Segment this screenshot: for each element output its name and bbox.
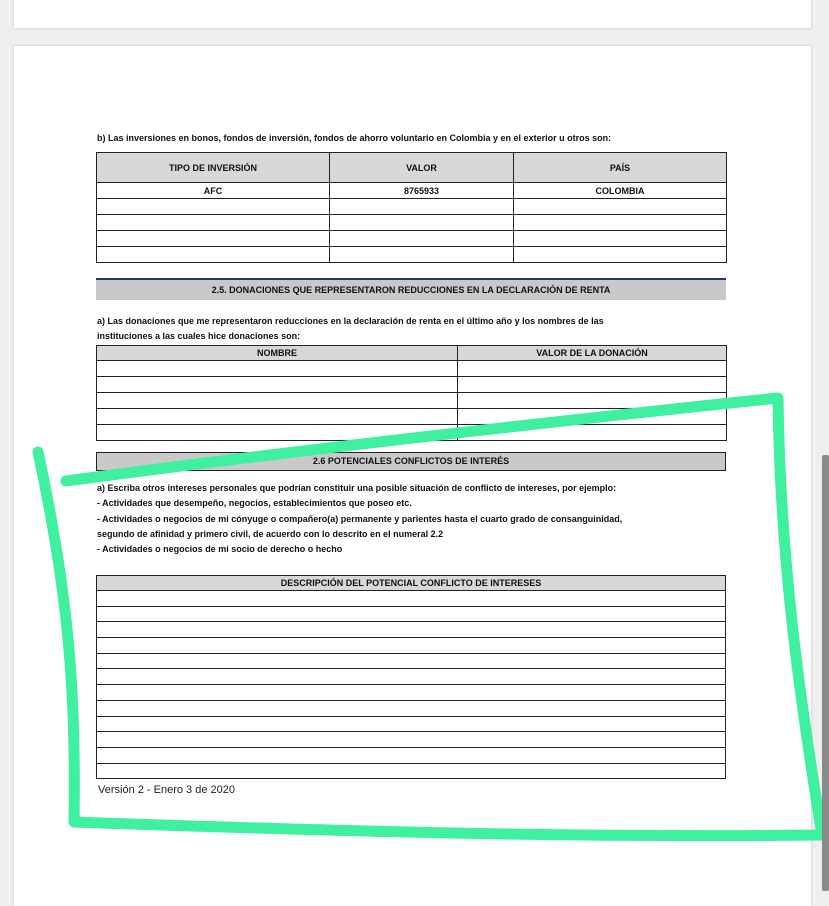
cell (458, 393, 727, 409)
header-pais: PAÍS (514, 153, 727, 183)
header-valor-donacion: VALOR DE LA DONACIÓN (458, 346, 727, 361)
cell (97, 622, 726, 638)
table-row (97, 685, 726, 701)
donaciones-intro-line1: a) Las donaciones que me representaron reducciones en la declaración de renta en el último año y los nombres de las (97, 316, 604, 326)
cell (97, 377, 458, 393)
table-row (97, 409, 727, 425)
cell (514, 247, 727, 263)
cell (97, 393, 458, 409)
table-row (97, 393, 727, 409)
cell (97, 669, 726, 685)
cell: 8765933 (330, 183, 514, 199)
donaciones-table (96, 345, 727, 441)
table-row (97, 732, 726, 748)
header-descripcion-conflicto: DESCRIPCIÓN DEL POTENCIAL CONFLICTO DE INTERESES (97, 576, 726, 591)
cell (97, 425, 458, 441)
header-nombre: NOMBRE (97, 346, 458, 361)
cell: AFC (97, 183, 330, 199)
version-footer: Versión 2 - Enero 3 de 2020 (98, 784, 235, 796)
cell (97, 716, 726, 732)
table-row (97, 606, 726, 622)
cell (97, 763, 726, 779)
cell (458, 425, 727, 441)
table-row (97, 215, 727, 231)
cell (97, 591, 726, 607)
cell (458, 409, 727, 425)
cell (97, 685, 726, 701)
table-row (97, 638, 726, 654)
table-row (97, 425, 727, 441)
cell (514, 231, 727, 247)
cell (97, 700, 726, 716)
cell (330, 247, 514, 263)
table-row (97, 377, 727, 393)
cell (330, 199, 514, 215)
table-row (97, 669, 726, 685)
conflictos-line-1: a) Escriba otros intereses personales que podrían constituir una posible situación de conflicto de intereses, por ejemplo: (97, 483, 617, 493)
cell (97, 247, 330, 263)
table-row (97, 199, 727, 215)
section-title-donaciones: 2.5. DONACIONES QUE REPRESENTARON REDUCCIONES EN LA DECLARACIÓN DE RENTA (96, 278, 726, 300)
header-tipo-inversion: TIPO DE INVERSIÓN (97, 153, 330, 183)
cell (97, 215, 330, 231)
header-valor: VALOR (330, 153, 514, 183)
cell (97, 409, 458, 425)
table-row (97, 653, 726, 669)
conflictos-line-2: - Actividades que desempeño, negocios, establecimientos que poseo etc. (97, 498, 412, 508)
table-row (97, 231, 727, 247)
cell (97, 606, 726, 622)
previous-page (14, 0, 811, 28)
conflictos-line-5: - Actividades o negocios de mi socio de derecho o hecho (97, 544, 343, 554)
cell (458, 377, 727, 393)
section-title-conflictos: 2.6 POTENCIALES CONFLICTOS DE INTERÉS (96, 452, 726, 471)
table-row (97, 591, 726, 607)
cell (97, 653, 726, 669)
cell (514, 215, 727, 231)
scrollbar-thumb[interactable] (822, 455, 829, 891)
cell (97, 231, 330, 247)
table-row (97, 716, 726, 732)
cell (458, 361, 727, 377)
conflictos-line-3: - Actividades o negocios de mi cónyuge o compañero(a) permanente y parientes hasta el cuarto grado de consanguinidad, (97, 514, 623, 524)
table-row (97, 747, 726, 763)
cell (97, 361, 458, 377)
cell (330, 215, 514, 231)
inversiones-intro: b) Las inversiones en bonos, fondos de inversión, fondos de ahorro voluntario en Colombia y en el exterior u otros son: (97, 133, 612, 143)
table-row (97, 247, 727, 263)
cell (330, 231, 514, 247)
table-row (97, 763, 726, 779)
table-row (97, 183, 727, 199)
table-row (97, 700, 726, 716)
inversiones-table (96, 152, 727, 263)
cell: COLOMBIA (514, 183, 727, 199)
donaciones-intro-line2: instituciones a las cuales hice donaciones son: (97, 331, 301, 341)
cell (97, 199, 330, 215)
table-row (97, 361, 727, 377)
cell (97, 732, 726, 748)
conflictos-line-4: segundo de afinidad y primero civil, de acuerdo con lo descrito en el numeral 2.2 (97, 529, 444, 539)
cell (97, 638, 726, 654)
table-row (97, 622, 726, 638)
cell (514, 199, 727, 215)
conflictos-table (96, 575, 726, 779)
cell (97, 747, 726, 763)
